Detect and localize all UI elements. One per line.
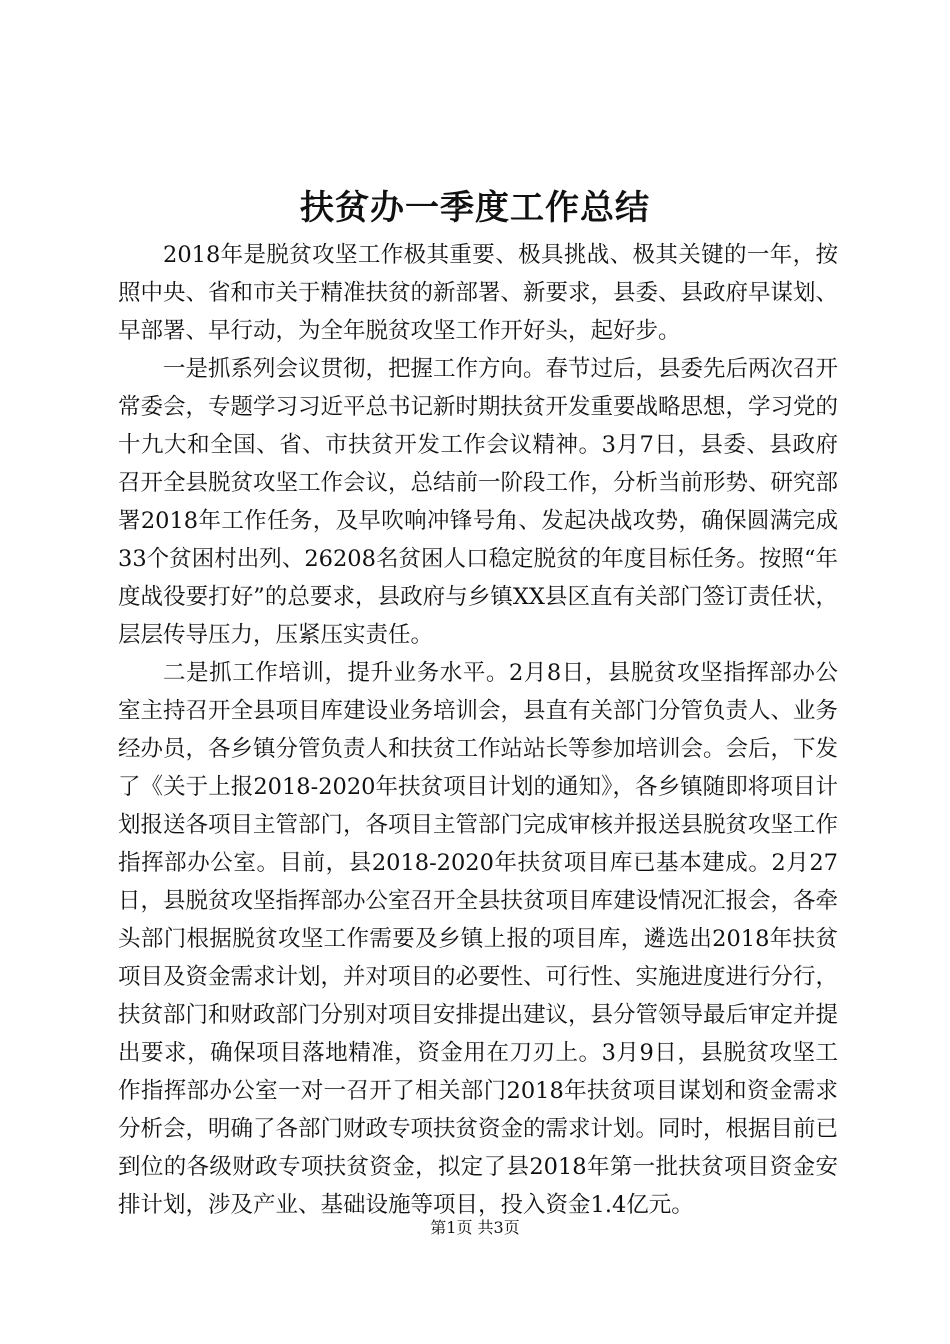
paragraph-intro: 2018年是脱贫攻坚工作极其重要、极具挑战、极其关键的一年，按照中央、省和市关于精准扶贫的新部署、新要求，县委、县政府早谋划、早部署、早行动，为全年脱贫攻坚工作开好头，起好步。	[118, 242, 839, 344]
document-title: 扶贫办一季度工作总结	[300, 188, 650, 228]
document-body	[118, 236, 838, 1224]
paragraph-training: 二是抓工作培训，提升业务水平。2月8日，县脱贫攻坚指挥部办公室主持召开全县项目库建设业务培训会，县直有关部门分管负责人、业务经办员，各乡镇分管负责人和扶贫工作站站长等参加培训会。会后，下发了《关于上报2018-2020年扶贫项目计划的通知》，各乡镇随即将项目计划报送各项目主管部门，各项目主管部门完成审核并报送县脱贫攻坚工作指挥部办公室。目前，县2018-2020年扶贫项目库已基本建成。2月27日，县脱贫攻坚指挥部办公室召开全县扶贫项目库建设情况汇报会，各牵头部门根据脱贫攻坚工作需要及乡镇上报的项目库，遴选出2018年扶贫项目及资金需求计划，并对项目的必要性、可行性、实施进度进行分行，扶贫部门和财政部门分别对项目安排提出建议，县分管领导最后审定并提出要求，确保项目落地精准，资金用在刀刃上。3月9日，县脱贫攻坚工作指挥部办公室一对一召开了相关部门2018年扶贫项目谋划和资金需求分析会，明确了各部门财政专项扶贫资金的需求计划。同时，根据目前已到位的各级财政专项扶贫资金，拟定了县2018年第一批扶贫项目资金安排计划，涉及产业、基础设施等项目，投入资金1.4亿元。	[118, 660, 839, 1218]
paragraph-meetings: 一是抓系列会议贯彻，把握工作方向。春节过后，县委先后两次召开常委会，专题学习习近平总书记新时期扶贫开发重要战略思想，学习党的十九大和全国、省、市扶贫开发工作会议精神。3月7日，县委、县政府召开全县脱贫攻坚工作会议，总结前一阶段工作，分析当前形势、研究部署2018年工作任务，及早吹响冲锋号角、发起决战攻势，确保圆满完成33个贫困村出列、26208名贫困人口稳定脱贫的年度目标任务。按照“年度战役要打好”的总要求，县政府与乡镇XX县区直有关部门签订责任状，层层传导压力，压紧压实责任。	[118, 356, 839, 648]
page-number-footer: 第1页 共3页	[430, 1218, 520, 1237]
